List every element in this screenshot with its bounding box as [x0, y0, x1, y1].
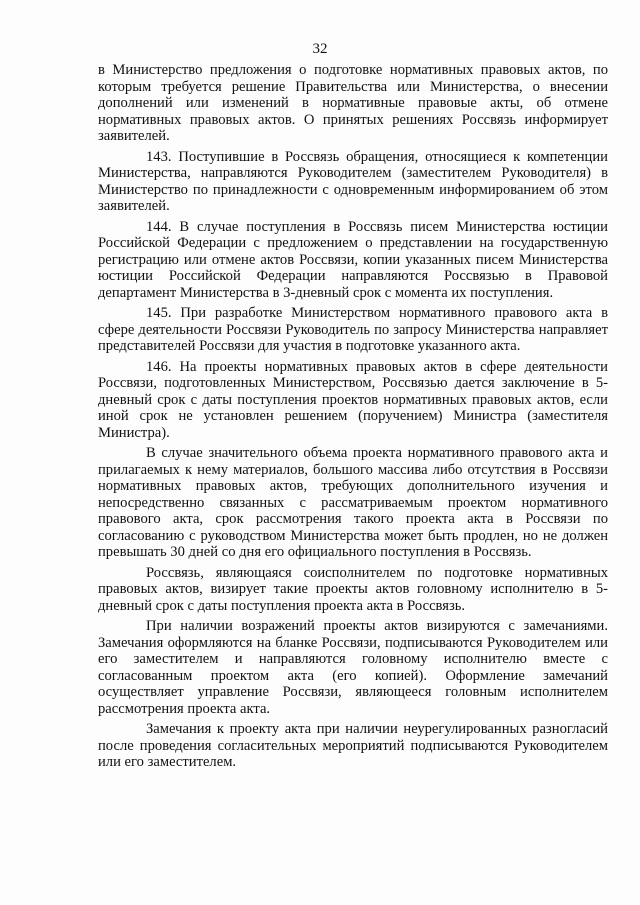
paragraph-146-coexecutor: Россвязь, являющаяся соисполнителем по подготовке нормативных правовых актов, визирует такие проекты актов головному исполнителю в 5-дневный срок с даты поступления проекта акта в Россвязь. [98, 564, 608, 614]
page-number: 32 [312, 41, 328, 57]
paragraph-146-objections: При наличии возражений проекты актов визируются с замечаниями. Замечания оформляются на бланке Россвязи, подписываются Руководителем или его заместителем и направляются головному исполнителю вместе с согласованным проектом акта (его копией). Оформление замечаний осуществляет управление Россвязи, являющееся головным исполнителем рассмотрения проекта акта. [98, 618, 608, 717]
paragraph-145: 145. При разработке Министерством нормативного правового акта в сфере деятельности Россвязи Руководитель по запросу Министерства направляет представителей Россвязи для участия в подготовке указанного акта. [98, 305, 608, 354]
paragraph-146-extension: В случае значительного объема проекта нормативного правового акта и прилагаемых к нему материалов, большого массива либо отсутствия в Россвязи нормативных правовых актов, требующих дополнительного изучения и непосредственно связанных с рассматриваемым проектом нормативного правового акта, срок рассмотрения такого проекта акта в Россвязи по согласованию с руководством Министерства может быть продлен, но не должен превышать 30 дней со дня его официального поступления в Россвязь. [98, 445, 608, 560]
paragraph-continuation: в Министерство предложения о подготовке нормативных правовых актов, по которым требуется решение Правительства или Министерства, о внесении дополнений или изменений в нормативные правовые акты, об отмене нормативных правовых актов. О принятых решениях Россвязь информирует заявителей. [98, 62, 608, 144]
document-body [98, 62, 608, 771]
paragraph-146-disagreements: Замечания к проекту акта при наличии неурегулированных разногласий после проведения согласительных мероприятий подписываются Руководителем или его заместителем. [98, 721, 608, 770]
paragraph-144: 144. В случае поступления в Россвязь писем Министерства юстиции Российской Федерации с предложением о представлении на государственную регистрацию или отмене актов Россвязи, копии указанных писем Министерства юстиции Российской Федерации направляются Россвязью в Правовой департамент Министерства в 3-дневный срок с момента их поступления. [98, 218, 608, 301]
paragraph-143: 143. Поступившие в Россвязь обращения, относящиеся к компетенции Министерства, направляются Руководителем (заместителем Руководителя) в Министерство по принадлежности с одновременным информированием об этом заявителей. [98, 148, 608, 214]
paragraph-146: 146. На проекты нормативных правовых актов в сфере деятельности Россвязи, подготовленных Министерством, Россвязью дается заключение в 5-дневный срок с даты поступления проектов нормативных правовых актов, если иной срок не установлен решением (поручением) Министра (заместителя Министра). [98, 358, 608, 441]
